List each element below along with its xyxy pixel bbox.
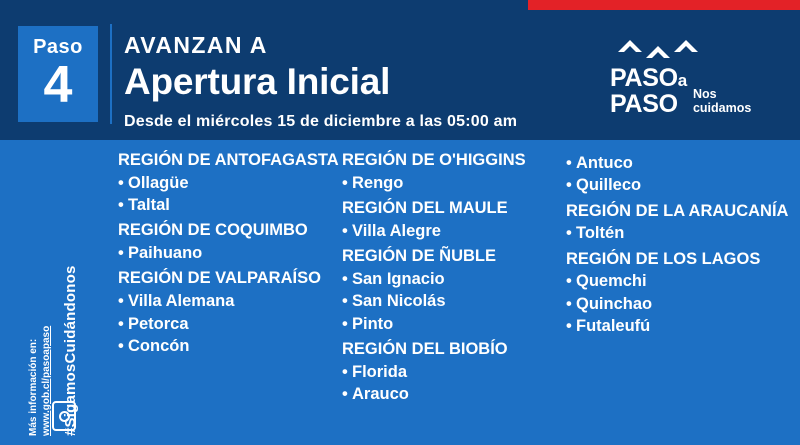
logo-tagline bbox=[693, 88, 751, 117]
step-number: 4 bbox=[43, 56, 73, 114]
list-item: • Quilleco bbox=[566, 174, 790, 196]
logo-line2: PASO bbox=[610, 89, 678, 118]
step-badge bbox=[18, 26, 98, 122]
step-word: Paso bbox=[33, 36, 83, 58]
list-item: • Villa Alegre bbox=[342, 220, 566, 242]
header-divider bbox=[110, 24, 112, 124]
list-item: • Pinto bbox=[342, 313, 566, 335]
list-item: • Arauco bbox=[342, 383, 566, 405]
list-item: • Ollagüe bbox=[118, 172, 342, 194]
region-heading: REGIÓN DEL MAULE bbox=[342, 199, 508, 218]
region-heading: REGIÓN DE LOS LAGOS bbox=[566, 249, 761, 268]
region-column-2 bbox=[342, 152, 566, 405]
more-info-block bbox=[28, 326, 53, 436]
list-item: • Antuco bbox=[566, 152, 790, 174]
list-item: • Toltén bbox=[566, 222, 790, 244]
list-item: • San Nicolás bbox=[342, 290, 566, 312]
logo-wordmark bbox=[610, 66, 778, 117]
list-item: • Futaleufú bbox=[566, 315, 790, 337]
top-bar-red-segment bbox=[528, 0, 800, 10]
list-item: • Concón bbox=[118, 335, 342, 357]
region-heading: REGIÓN DE VALPARAÍSO bbox=[118, 269, 321, 288]
header-banner bbox=[0, 10, 800, 140]
list-item: • Quinchao bbox=[566, 293, 790, 315]
logo-line1: PASO bbox=[610, 64, 678, 92]
top-bar-blue-segment bbox=[0, 0, 528, 10]
more-info-label: Más información en: bbox=[28, 338, 39, 436]
hashtag: #SigamosCuidándonos bbox=[62, 265, 79, 436]
list-item: • San Ignacio bbox=[342, 268, 566, 290]
region-heading: REGIÓN DEL BIOBÍO bbox=[342, 339, 508, 358]
region-heading: REGIÓN DE COQUIMBO bbox=[118, 221, 308, 240]
paso-a-paso-logo bbox=[610, 36, 778, 117]
list-item: • Petorca bbox=[118, 313, 342, 335]
list-item: • Villa Alemana bbox=[118, 290, 342, 312]
regions-columns bbox=[118, 152, 790, 405]
top-color-bar bbox=[0, 0, 800, 10]
website-url[interactable]: www.gob.cl/pasoapaso bbox=[40, 325, 52, 436]
header-kicker: AVANZAN A bbox=[124, 32, 268, 58]
region-heading: REGIÓN DE ÑUBLE bbox=[342, 247, 497, 266]
list-item: • Florida bbox=[342, 361, 566, 383]
phone-icon bbox=[52, 401, 76, 431]
logo-tag-line1: Nos bbox=[692, 87, 717, 101]
list-item: • Taltal bbox=[118, 194, 342, 216]
logo-line1-suffix: a bbox=[677, 71, 687, 90]
page-title: Apertura Inicial bbox=[124, 61, 391, 102]
list-item: • Paihuano bbox=[118, 242, 342, 264]
logo-tag-line2: cuidamos bbox=[692, 100, 752, 115]
header-date: Desde el miércoles 15 de diciembre a las 05:00 am bbox=[124, 113, 518, 130]
logo-left-text bbox=[610, 66, 687, 117]
region-column-3 bbox=[566, 152, 790, 405]
region-heading: REGIÓN DE LA ARAUCANÍA bbox=[566, 201, 789, 220]
chevrons-icon bbox=[616, 36, 778, 62]
region-heading: REGIÓN DE O'HIGGINS bbox=[342, 151, 526, 169]
header-text-block bbox=[124, 32, 517, 131]
left-vertical-strip bbox=[0, 140, 86, 445]
region-column-1 bbox=[118, 152, 342, 405]
list-item: • Rengo bbox=[342, 172, 566, 194]
list-item: • Quemchi bbox=[566, 270, 790, 292]
region-heading: REGIÓN DE ANTOFAGASTA bbox=[118, 151, 339, 169]
